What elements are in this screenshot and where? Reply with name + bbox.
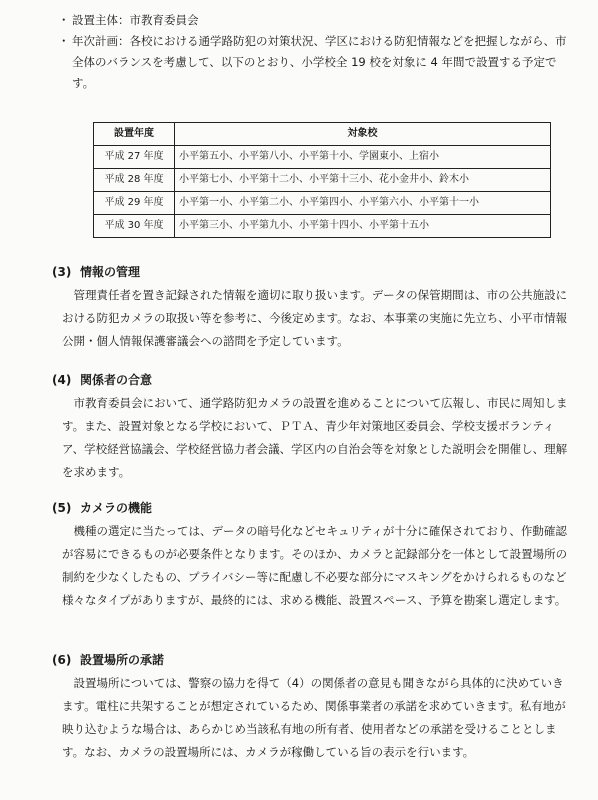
table-row [94,192,551,215]
section-heading [52,498,572,518]
header-schools: 対象校 [175,123,551,146]
section-body: 管理責任者を置き記録された情報を適切に取り扱います。データの保管期間は、市の公共施設における防犯カメラの取扱い等を参考に、今後定めます。なお、本事業の実施に先立ち、小平市情報公開・個人情報保護審議会への諮問を予定しています。 [62,288,568,348]
bullet-text: 年次計画：各校における通学路防犯の対策状況、学区における防犯情報などを把握しながら、市全体のバランスを考慮して、以下のとおり、小学校全 19 校を対象に 4 年間で設置する予定です。 [72,34,567,90]
cell-schools: 小平第五小、小平第八小、小平第十小、学園東小、上宿小 [175,146,551,169]
bullet-mark: ・ [58,34,70,48]
section-camera-features [52,498,572,612]
cell-year: 平成 27 年度 [94,146,175,169]
bullet-mark: ・ [58,13,70,27]
cell-schools: 小平第一小、小平第二小、小平第四小、小平第六小、小平第十一小 [175,192,551,215]
section-number: (3) [52,265,72,279]
bullet-text: 設置主体：市教育委員会 [72,13,199,27]
section-title: 設置場所の承諾 [80,653,165,667]
section-body: 設置場所については、警察の協力を得て（4）の関係者の意見も聞きながら具体的に決めていきます。電柱に共架することが想定されているため、関係事業者の承諾を求めていきます。私有地が映り込むような場合は、あらかじめ当該私有地の所有者、使用者などの承諾を受けることとします。なお、カメラの設置場所には、カメラが稼働している旨の表示を行います。 [62,676,566,759]
section-location-consent [52,650,572,764]
table-row [94,146,551,169]
section-body: 市教育委員会において、通学路防犯カメラの設置を進めることについて広報し、市民に周知します。また、設置対象となる学校において、ＰＴＡ、青少年対策地区委員会、学校支援ボランティア、学校経営協議会、学校経営協力者会議、学区内の自治会等を対象とした説明会を開催し、理解を求めます。 [62,396,568,479]
section-number: (4) [52,373,72,387]
section-information-management [52,262,572,353]
section-heading [52,370,572,390]
section-body: 機種の選定に当たっては、データの暗号化などセキュリティが十分に確保されており、作動確認が容易にできるものが必要条件となります。そのほか、カメラと記録部分を一体として設置場所の制約を少なくしたもの、プライバシー等に配慮し不必要な部分にマスキングをかけられるものなど様々なタイプがありますが、最終的には、求める機能、設置スペース、予算を勘案し選定します。 [62,524,568,607]
section-number: (5) [52,501,72,515]
installation-schedule-table [93,122,551,238]
table-row [94,215,551,238]
bullet-annual-plan [58,31,568,94]
cell-schools: 小平第三小、小平第九小、小平第十四小、小平第十五小 [175,215,551,238]
cell-year: 平成 29 年度 [94,192,175,215]
header-year: 設置年度 [94,123,175,146]
table-row [94,169,551,192]
cell-year: 平成 30 年度 [94,215,175,238]
cell-schools: 小平第七小、小平第十二小、小平第十三小、花小金井小、鈴木小 [175,169,551,192]
section-heading [52,650,572,670]
section-title: 関係者の合意 [80,373,153,387]
section-heading [52,262,572,282]
section-title: 情報の管理 [80,265,141,279]
bullet-installer [58,10,568,31]
bullet-list [58,10,568,94]
cell-year: 平成 28 年度 [94,169,175,192]
section-number: (6) [52,653,72,667]
table-header-row [94,123,551,146]
section-title: カメラの機能 [80,501,153,515]
section-stakeholder-agreement [52,370,572,484]
